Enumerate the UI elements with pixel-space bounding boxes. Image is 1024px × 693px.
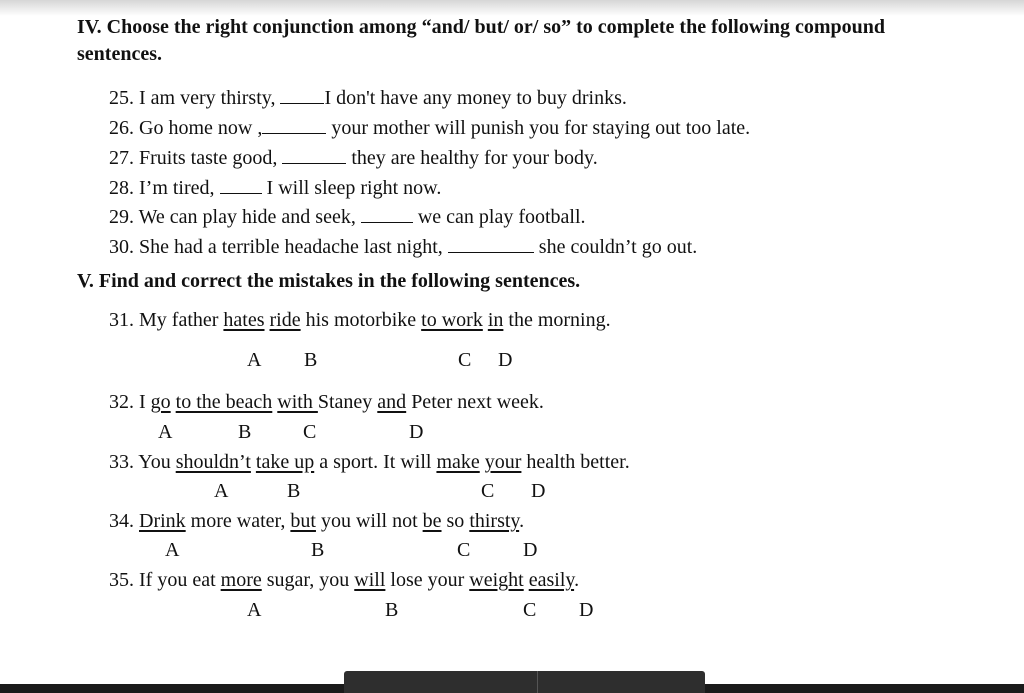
option-c-text: weight: [469, 569, 524, 591]
option-b-text: take up: [255, 451, 315, 473]
option-b-text: but: [290, 510, 316, 532]
q34-letter-c: C: [457, 539, 471, 561]
question-35: 35. If you eat more sugar, you will lose your weight easily.: [109, 569, 580, 591]
answer-blank: [220, 175, 262, 194]
q32-letter-a: A: [158, 421, 173, 443]
viewer-toolbar-panel[interactable]: [344, 671, 705, 693]
option-a-text: shouldn’t: [175, 451, 251, 473]
q34-letter-d: D: [523, 539, 538, 561]
answer-blank: [361, 204, 413, 223]
q35-letter-a: A: [247, 599, 262, 621]
question-27: 27. Fruits taste good, they are healthy for your body.: [109, 147, 598, 169]
q34-letter-a: A: [165, 539, 180, 561]
option-d-text: and: [377, 391, 407, 413]
answer-blank: [280, 85, 324, 104]
option-c-text: be: [422, 510, 442, 532]
option-d-text: your: [484, 451, 522, 473]
q31-letter-b: B: [304, 349, 318, 371]
question-33: 33. You shouldn’t take up a sport. It will make your health better.: [109, 451, 630, 473]
option-a-text: hates: [223, 309, 265, 331]
question-32: 32. I go to the beach with Staney and Peter next week.: [109, 391, 544, 413]
q33-letter-a: A: [214, 480, 229, 502]
q31-letter-c: C: [458, 349, 472, 371]
question-29: 29. We can play hide and seek, we can play football.: [109, 206, 586, 228]
option-b-text: ride: [269, 309, 301, 331]
q32-letter-b: B: [238, 421, 252, 443]
q32-letter-d: D: [409, 421, 424, 443]
q31-letter-d: D: [498, 349, 513, 371]
section-iv-heading-cont: sentences.: [77, 43, 162, 65]
option-b-text: will: [354, 569, 386, 591]
question-26: 26. Go home now , your mother will punish you for staying out too late.: [109, 117, 751, 139]
section-iv-heading: IV. Choose the right conjunction among “and/ but/ or/ so” to complete the following compound: [77, 16, 886, 38]
section-v-heading: V. Find and correct the mistakes in the following sentences.: [77, 270, 581, 292]
option-b-text: to the beach: [175, 391, 273, 413]
option-a-text: go: [150, 391, 171, 413]
option-a-text: Drink: [139, 510, 186, 532]
option-c-text: make: [436, 451, 480, 473]
option-d-text: in: [487, 309, 504, 331]
q35-letter-d: D: [579, 599, 594, 621]
question-30: 30. She had a terrible headache last night, she couldn’t go out.: [109, 236, 698, 258]
q35-letter-b: B: [385, 599, 399, 621]
question-28: 28. I’m tired, I will sleep right now.: [109, 177, 442, 199]
q33-letter-c: C: [481, 480, 495, 502]
question-31: 31. My father hates ride his motorbike to work in the morning.: [109, 309, 611, 331]
question-25: 25. I am very thirsty, I don't have any money to buy drinks.: [109, 87, 627, 109]
option-c-text: with: [277, 391, 318, 413]
q32-letter-c: C: [303, 421, 317, 443]
option-a-text: more: [220, 569, 262, 591]
q31-letter-a: A: [247, 349, 262, 371]
option-d-text: easily: [528, 569, 575, 591]
q33-letter-b: B: [287, 480, 301, 502]
q35-letter-c: C: [523, 599, 537, 621]
answer-blank: [448, 234, 534, 253]
q33-letter-d: D: [531, 480, 546, 502]
answer-blank: [282, 145, 346, 164]
toolbar-divider: [537, 671, 538, 693]
option-c-text: to work: [421, 309, 483, 331]
option-d-text: thirsty: [469, 510, 520, 532]
answer-blank: [262, 115, 326, 134]
question-34: 34. Drink more water, but you will not be so thirsty.: [109, 510, 525, 532]
q34-letter-b: B: [311, 539, 325, 561]
